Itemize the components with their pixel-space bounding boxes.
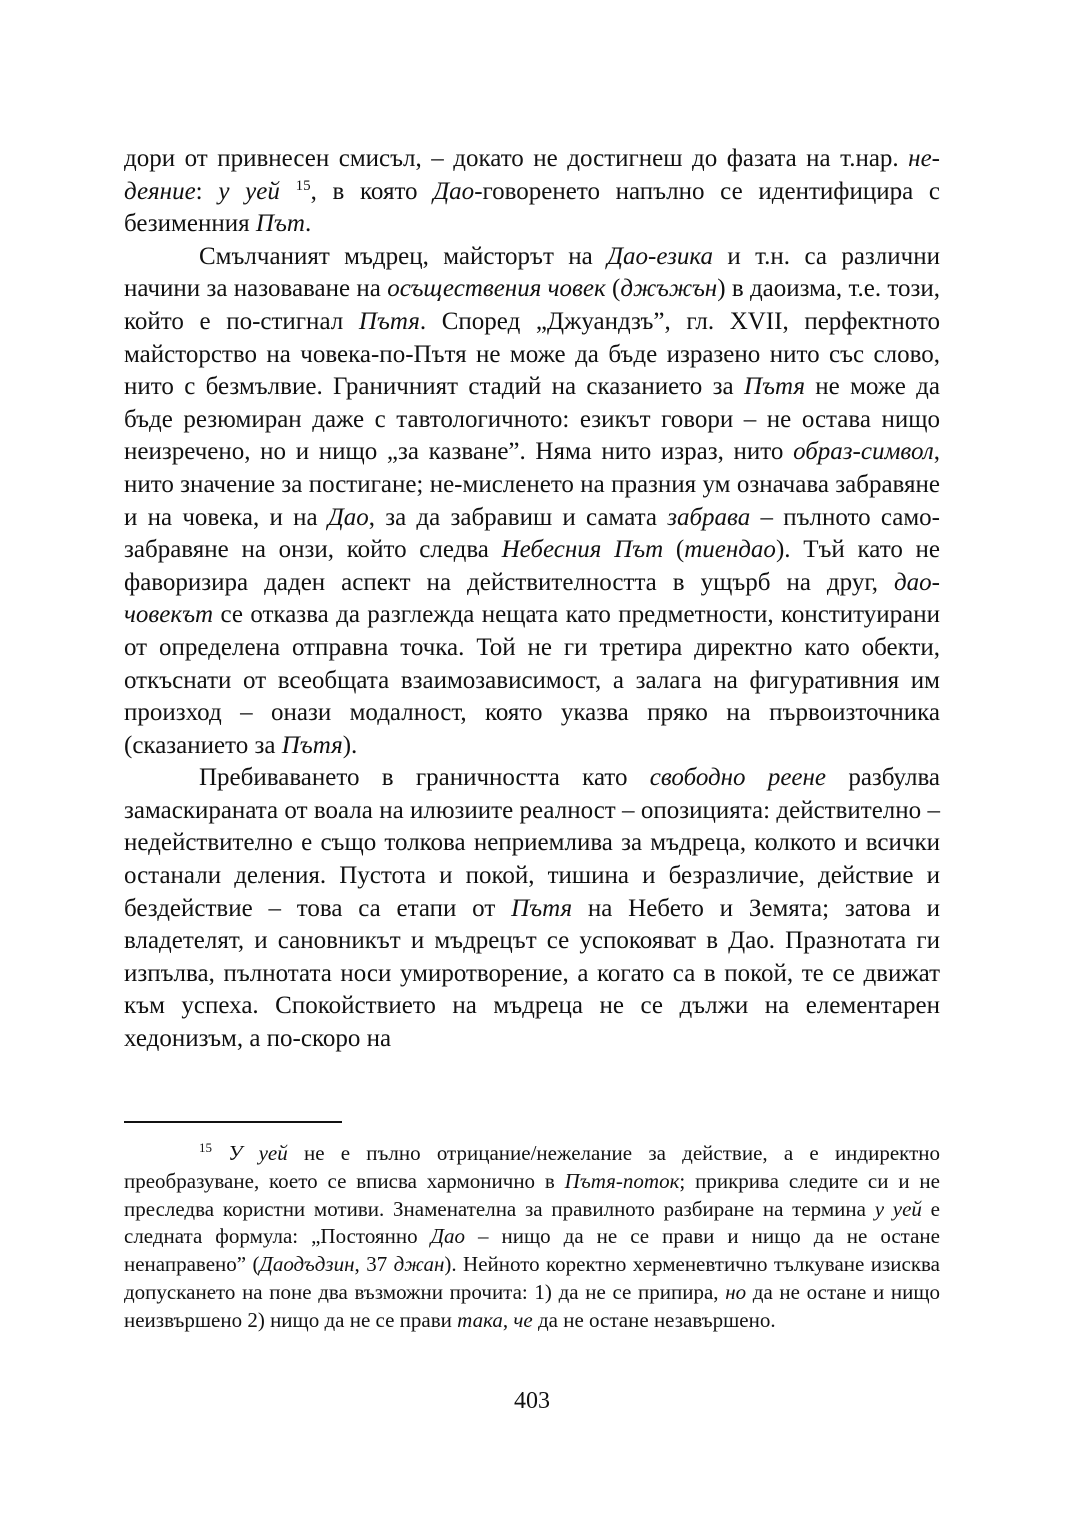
page-number: 403 <box>514 1388 550 1414</box>
text-run: -говоренето напълно се идентифицира с безименния <box>124 177 941 238</box>
italic-term: Пътя-поток <box>564 1168 680 1193</box>
footnote-ref: 15 <box>199 1140 212 1155</box>
text-run: да не остане незавършено. <box>532 1307 776 1332</box>
text-run: Смълчаният мъдрец, майсторът на <box>199 242 608 270</box>
italic-term: Път <box>255 210 305 238</box>
page-body <box>124 143 940 1056</box>
text-run: ). Нейното коректно херменевтично тълкуване изисква допускането на поне два възможни прочита: 1) да не се припира, <box>124 1252 940 1304</box>
text-run: , 37 <box>354 1252 394 1277</box>
text-run <box>280 178 296 205</box>
text-run: ( <box>663 536 685 564</box>
italic-term: свободно реене <box>649 764 827 792</box>
text-run: не може да бъде резюмиран даже с тавтологичното: езикът говори – не остава нищо неизречено, но и нищо „за казване”. Няма нито израз, нито <box>124 373 940 466</box>
text-run: ). <box>342 731 358 759</box>
italic-term: джъжън <box>620 275 718 303</box>
italic-term: у уей <box>218 177 280 205</box>
text-run: на Небето и Земята; затова и владетелят, и сановникът и мъдрецът се успокояват в Дао. Празнотата ги изпълва, пълнотата носи умиротворение, а когато са в покой, те се движат към успеха. Спокойствието на мъдреца не се дължи на елементарен хедонизъм, а по-скоро на <box>124 894 941 1053</box>
italic-term: джан <box>393 1252 445 1277</box>
text-run: се отказва да разглежда нещата като предметности, конституирани от определена отправна точка. Той не ги третира директно като обекти, откъснати от всеобщата взаимозависимост, а залага на фигуративния им произход – онази модалност, която указва пряко на първоизточника (сказанието за <box>124 601 940 759</box>
italic-term: че <box>513 1307 533 1332</box>
italic-term: осъществения човек <box>387 275 606 303</box>
text-run <box>212 1141 228 1165</box>
text-run: разбулва замаскираната от воала на илюзиите реалност – опозицията: действително – недействително е също толкова неприемлива за мъдреца, колкото и всички останали деления. Пустота и покой, тишина и безразличие, действие и бездействие – това са етапи от <box>124 764 941 922</box>
text-run: дори от привнесен смисъл, – докато не достигнеш до фазата на т.нар. <box>124 145 909 172</box>
text-run: и т.н. са различни начини за назоваване на <box>124 242 940 303</box>
text-run: – нищо да не се прави и нищо да не остане ненаправено” ( <box>124 1224 940 1277</box>
text-run: ). Тъй като не фаворизира даден аспект на действителността в ущърб на друг, <box>124 536 940 596</box>
italic-term: Даодъдзин <box>259 1252 355 1277</box>
main-text <box>124 143 940 1056</box>
text-run: . <box>304 210 312 238</box>
text-run: – пълното самозабравяне на онзи, който следва <box>124 503 940 564</box>
italic-term: Дао <box>327 503 369 531</box>
italic-term: дао-човекът <box>124 568 940 629</box>
italic-term: не-деяние <box>124 145 940 205</box>
text-run: . Според „Джуандзъ”, гл. XVII, перфектното майсторство на човека-по-Пътя не може да бъде изразено нито със слово, нито с безмълвие. Граничният стадий на сказанието за <box>124 307 940 401</box>
text-run: ; прикрива следите си и не преследва користни мотиви. Знаменателна за правилното разбиране на термина <box>124 1168 940 1221</box>
italic-term: Пътя <box>281 731 343 759</box>
paragraph-2 <box>124 241 940 763</box>
text-run: не е пълно отрицание/нежелание за действие, а е индиректно преобразуване, което се вписва хармонично в <box>124 1141 941 1193</box>
text-run: ( <box>605 275 621 303</box>
italic-term: но <box>725 1279 747 1304</box>
footnote-15 <box>124 1140 940 1335</box>
italic-term: забрава <box>667 503 751 531</box>
italic-term: Пътя <box>358 307 420 335</box>
text-run: : <box>195 177 219 205</box>
text-run: Пребиваването в граничността като <box>199 764 650 792</box>
italic-term: образ-символ <box>793 438 934 466</box>
italic-term: така <box>457 1307 503 1332</box>
text-run: ) в даоизма, т.е. този, който е по-стигнал <box>124 275 941 335</box>
text-run: да не остане и нищо неизвършено 2) нищо да не се прави <box>124 1279 940 1332</box>
italic-term: Пътя <box>743 373 805 401</box>
footnote-ref: 15 <box>295 177 311 194</box>
italic-term: Дао-езика <box>607 242 713 270</box>
paragraph-3 <box>124 762 940 1055</box>
text-run: , в която <box>310 177 434 205</box>
text-run: , нито значение за постигане; не-мисленето на празния ум означава забравяне и на човека, и на <box>124 438 940 531</box>
italic-term: тиендао <box>684 536 776 564</box>
italic-term: У уей <box>228 1141 288 1165</box>
italic-term: у уей <box>874 1196 922 1221</box>
paragraph-1 <box>124 143 940 241</box>
text-run: , за да забравиш и самата <box>368 503 668 531</box>
text-run: е следната формула: „Постоянно <box>124 1196 940 1249</box>
italic-term: Пътя <box>511 894 573 922</box>
footnote-divider <box>124 1121 342 1123</box>
italic-term: Небесния Път <box>501 536 664 564</box>
italic-term: Дао <box>433 177 475 205</box>
italic-term: Дао <box>430 1224 465 1249</box>
text-run: , <box>502 1307 514 1332</box>
